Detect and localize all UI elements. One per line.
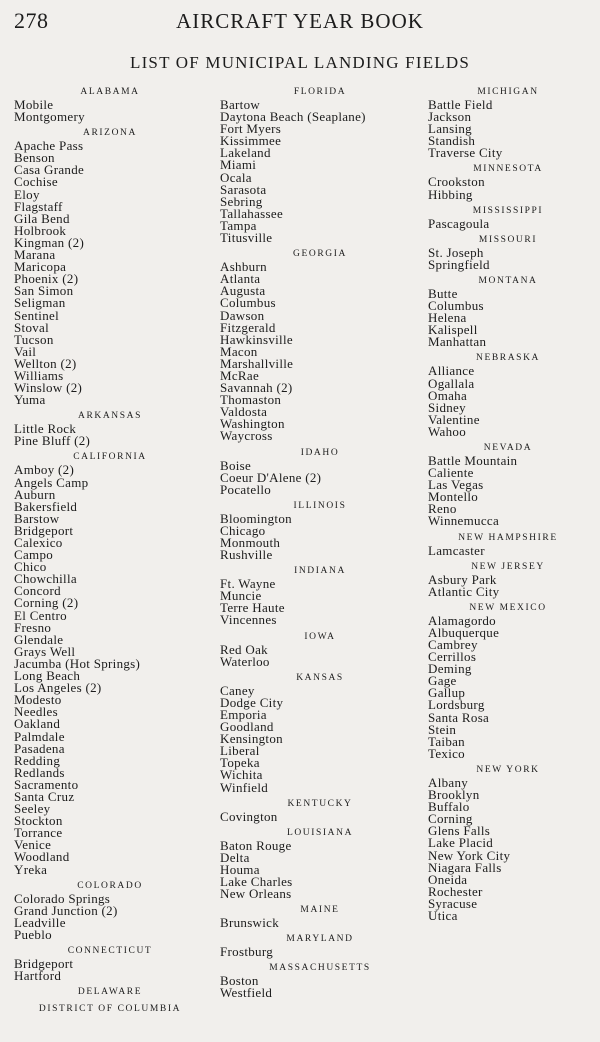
- city-entry: Seligman: [14, 295, 66, 311]
- city-entry: Chicago: [220, 522, 266, 538]
- city-entry: Winslow (2): [14, 380, 83, 396]
- state-heading: CONNECTICUT: [67, 946, 153, 956]
- city-entry: Long Beach: [14, 668, 81, 684]
- city-entry: Gila Bend: [14, 210, 70, 226]
- state-heading: ILLINOIS: [293, 500, 347, 511]
- city-entry: Seeley: [14, 801, 51, 817]
- city-entry: Torrance: [14, 825, 63, 841]
- city-entry: Traverse City: [428, 145, 503, 161]
- city-entry: Woodland: [14, 849, 70, 865]
- city-entry: Standish: [428, 133, 476, 149]
- city-entry: Lordsburg: [428, 697, 485, 713]
- state-heading: DISTRICT OF COLUMBIA: [38, 1004, 182, 1015]
- state-heading: LOUISIANA: [286, 827, 354, 838]
- city-entry: Vail: [14, 343, 37, 359]
- column-1: [14, 86, 206, 1016]
- city-entry: Amboy (2): [14, 462, 75, 478]
- city-entry: Fresno: [14, 619, 52, 635]
- state-heading: NEW YORK: [476, 764, 540, 775]
- city-entry: Cerrillos: [428, 649, 477, 665]
- city-entry: Kingman (2): [14, 234, 85, 250]
- city-entry: Holbrook: [14, 222, 67, 238]
- city-entry: Crookston: [428, 174, 485, 190]
- city-entry: Battle Mountain: [428, 452, 518, 468]
- city-entry: Tucson: [14, 331, 54, 347]
- state-heading: MASSACHUSETTS: [269, 963, 371, 974]
- city-entry: Stoval: [14, 319, 50, 335]
- city-entry: Terre Haute: [220, 600, 285, 616]
- city-entry: Topeka: [220, 755, 260, 771]
- city-entry: Winnemucca: [428, 513, 500, 529]
- column-2: [220, 86, 420, 1000]
- city-entry: New Orleans: [220, 886, 292, 902]
- city-entry: Muncie: [220, 588, 262, 604]
- city-entry: Corning (2): [14, 595, 79, 611]
- city-entry: Covington: [220, 808, 278, 824]
- city-entry: Lansing: [428, 121, 472, 137]
- city-entry: Vincennes: [220, 612, 277, 628]
- city-entry: Kissimmee: [220, 133, 282, 149]
- state-heading: FLORIDA: [293, 87, 347, 97]
- city-entry: Ocala: [220, 169, 252, 185]
- city-entry: Sacramento: [14, 776, 79, 792]
- city-entry: Maricopa: [14, 259, 67, 275]
- city-entry: Bridgeport: [14, 522, 74, 538]
- city-entry: Casa Grande: [14, 162, 85, 178]
- city-entry: Yuma: [14, 392, 46, 408]
- state-heading: COLORADO: [77, 880, 143, 891]
- city-entry: Frostburg: [220, 944, 274, 960]
- city-entry: Taiban: [428, 733, 465, 749]
- city-entry: Campo: [14, 547, 54, 563]
- city-entry: Omaha: [428, 387, 468, 403]
- city-entry: Augusta: [220, 283, 266, 299]
- city-entry: McRae: [220, 367, 260, 383]
- state-heading: INDIANA: [294, 566, 346, 577]
- city-entry: Marshallville: [220, 355, 294, 371]
- city-entry: Monmouth: [220, 535, 281, 550]
- city-entry: Rochester: [428, 883, 483, 899]
- city-entry: Winfield: [220, 779, 269, 795]
- city-entry: Coeur D'Alene (2): [220, 469, 322, 485]
- city-entry: Titusville: [220, 230, 273, 246]
- city-entry: Utica: [428, 907, 458, 923]
- city-entry: Pascagoula: [428, 215, 490, 231]
- city-entry: Lakeland: [220, 145, 271, 161]
- city-entry: Sentinel: [14, 307, 60, 323]
- city-entry: Calexico: [14, 535, 63, 550]
- city-entry: Texico: [428, 745, 465, 761]
- state-heading: IOWA: [304, 631, 336, 642]
- city-entry: Modesto: [14, 692, 62, 708]
- city-entry: Red Oak: [220, 641, 268, 657]
- city-entry: Pocatello: [220, 481, 272, 497]
- city-entry: Pueblo: [14, 926, 52, 942]
- city-entry: Pasadena: [14, 740, 65, 756]
- city-entry: Los Angeles (2): [14, 680, 102, 696]
- city-entry: Stockton: [14, 813, 63, 829]
- city-entry: New York City: [428, 847, 511, 863]
- city-entry: Lake Charles: [220, 873, 293, 889]
- city-entry: Auburn: [14, 486, 56, 502]
- city-entry: Grays Well: [14, 643, 76, 659]
- city-entry: Jacumba (Hot Springs): [14, 655, 141, 671]
- city-entry: Deming: [428, 661, 472, 677]
- city-entry: Little Rock: [14, 421, 77, 437]
- city-entry: Albany: [428, 774, 469, 790]
- city-entry: Sidney: [428, 399, 466, 415]
- city-entry: Delta: [220, 849, 250, 865]
- state-heading: NEBRASKA: [475, 353, 540, 364]
- city-entry: Phoenix (2): [14, 271, 79, 287]
- city-entry: Emporia: [220, 706, 267, 722]
- city-entry: Savannah (2): [220, 380, 293, 396]
- city-entry: Wichita: [220, 767, 263, 783]
- city-entry: Barstow: [14, 510, 60, 526]
- city-entry: Helena: [428, 310, 467, 326]
- city-entry: Hartford: [14, 968, 62, 984]
- city-entry: San Simon: [14, 283, 74, 299]
- city-entry: El Centro: [14, 607, 67, 623]
- city-entry: Boise: [220, 457, 252, 473]
- state-heading: IDAHO: [300, 447, 340, 458]
- city-entry: Valdosta: [220, 404, 268, 420]
- city-entry: Ogallala: [428, 375, 475, 391]
- city-entry: Marana: [14, 247, 56, 263]
- city-entry: Gallup: [428, 685, 466, 701]
- city-entry: Redding: [14, 752, 61, 768]
- state-heading: MISSISSIPPI: [472, 205, 544, 216]
- city-entry: Mobile: [14, 97, 54, 112]
- city-entry: Needles: [14, 704, 58, 720]
- city-entry: Montello: [428, 489, 479, 505]
- state-heading: DELAWARE: [77, 987, 143, 998]
- city-entry: Santa Rosa: [428, 709, 490, 725]
- city-entry: Brunswick: [220, 915, 280, 931]
- city-entry: Grand Junction (2): [14, 902, 118, 918]
- book-title: AIRCRAFT YEAR BOOK: [176, 9, 424, 33]
- city-entry: Goodland: [220, 719, 274, 735]
- city-entry: Houma: [220, 861, 260, 877]
- state-heading: MAINE: [300, 905, 340, 916]
- city-entry: Waycross: [220, 428, 273, 444]
- city-entry: Sebring: [220, 193, 263, 209]
- city-entry: Tampa: [220, 217, 257, 233]
- city-entry: Glens Falls: [428, 823, 491, 839]
- city-entry: Chico: [14, 559, 47, 575]
- state-heading: MICHIGAN: [477, 87, 539, 97]
- state-heading: NEW MEXICO: [469, 602, 547, 613]
- city-entry: Venice: [14, 837, 52, 853]
- city-entry: Stein: [428, 721, 457, 737]
- city-entry: Las Vegas: [428, 477, 484, 493]
- state-heading: NEW HAMPSHIRE: [458, 532, 558, 543]
- city-entry: Boston: [220, 973, 259, 989]
- list-title: LIST OF MUNICIPAL LANDING FIELDS: [129, 53, 470, 72]
- city-entry: Bakersfield: [14, 498, 78, 514]
- city-entry: Rushville: [220, 547, 273, 563]
- state-heading: CALIFORNIA: [73, 452, 147, 463]
- city-entry: Bloomington: [220, 510, 292, 526]
- city-entry: Concord: [14, 583, 61, 599]
- city-entry: Daytona Beach (Seaplane): [220, 109, 366, 125]
- city-entry: Fort Myers: [220, 121, 282, 137]
- city-entry: Caliente: [428, 465, 474, 481]
- state-heading: MISSOURI: [478, 234, 538, 245]
- city-entry: Battle Field: [428, 97, 493, 112]
- city-entry: Palmdale: [14, 728, 65, 744]
- city-entry: Williams: [14, 367, 64, 383]
- city-entry: Atlantic City: [428, 583, 500, 599]
- city-entry: Alliance: [428, 363, 475, 379]
- city-entry: Atlanta: [220, 271, 261, 287]
- city-entry: Chowchilla: [14, 571, 77, 587]
- city-entry: Redlands: [14, 764, 65, 780]
- city-entry: Liberal: [220, 743, 260, 759]
- city-entry: Caney: [220, 682, 255, 698]
- state-heading: KANSAS: [296, 672, 344, 683]
- state-heading: ALABAMA: [80, 87, 140, 97]
- city-entry: Cambrey: [428, 637, 478, 652]
- city-entry: Dawson: [220, 307, 265, 323]
- city-entry: Manhattan: [428, 334, 487, 350]
- state-heading: MONTANA: [478, 275, 538, 286]
- city-entry: Brooklyn: [428, 787, 480, 803]
- city-entry: St. Joseph: [428, 244, 484, 260]
- city-entry: Jackson: [428, 109, 472, 125]
- city-entry: Benson: [14, 150, 55, 166]
- city-entry: Fitzgerald: [220, 319, 276, 335]
- city-entry: Macon: [220, 343, 258, 359]
- city-entry: Niagara Falls: [428, 859, 502, 875]
- city-entry: Columbus: [220, 295, 276, 311]
- state-heading: MINNESOTA: [473, 164, 543, 175]
- city-entry: Miami: [220, 157, 257, 173]
- city-entry: Apache Pass: [14, 138, 84, 154]
- state-heading: NEVADA: [483, 442, 533, 453]
- state-heading: ARKANSAS: [77, 411, 142, 422]
- city-entry: Ft. Wayne: [220, 576, 276, 592]
- column-3: [428, 86, 588, 922]
- city-entry: Hibbing: [428, 186, 473, 202]
- city-entry: Cochise: [14, 174, 58, 190]
- city-entry: Dodge City: [220, 694, 284, 710]
- city-entry: Flagstaff: [14, 198, 63, 214]
- city-entry: Gage: [428, 673, 457, 689]
- city-entry: Pine Bluff (2): [14, 433, 91, 449]
- city-entry: Westfield: [220, 985, 273, 1001]
- city-entry: Baton Rouge: [220, 837, 292, 853]
- city-entry: Reno: [428, 501, 457, 517]
- city-entry: Lamcaster: [428, 542, 485, 558]
- city-entry: Buffalo: [428, 799, 470, 815]
- city-entry: Lake Placid: [428, 835, 494, 851]
- page-number: 278: [14, 8, 49, 33]
- city-entry: Thomaston: [220, 392, 282, 408]
- city-entry: Oneida: [428, 871, 468, 887]
- state-heading: ARIZONA: [83, 128, 137, 139]
- state-heading: NEW JERSEY: [471, 561, 545, 572]
- city-entry: Albuquerque: [428, 624, 500, 640]
- city-entry: Bartow: [220, 97, 261, 112]
- city-entry: Bridgeport: [14, 956, 74, 971]
- city-entry: Montgomery: [14, 109, 85, 125]
- city-entry: Angels Camp: [14, 474, 89, 490]
- city-entry: Eloy: [14, 186, 40, 202]
- state-heading: GEORGIA: [293, 249, 347, 260]
- city-entry: Sarasota: [220, 181, 267, 197]
- city-entry: Oakland: [14, 716, 61, 732]
- city-entry: Colorado Springs: [14, 890, 111, 906]
- city-entry: Ashburn: [220, 259, 267, 275]
- city-entry: Syracuse: [428, 895, 478, 911]
- city-entry: Corning: [428, 811, 473, 827]
- city-entry: Springfield: [428, 256, 490, 272]
- city-entry: Glendale: [14, 631, 64, 647]
- city-entry: Wellton (2): [14, 355, 77, 371]
- city-entry: Wahoo: [428, 423, 466, 439]
- city-entry: Waterloo: [220, 653, 270, 669]
- city-entry: Hawkinsville: [220, 331, 293, 347]
- city-entry: Leadville: [14, 914, 66, 930]
- city-entry: Asbury Park: [428, 571, 497, 587]
- city-entry: Alamagordo: [428, 612, 496, 628]
- city-entry: Kalispell: [428, 322, 478, 338]
- city-entry: Kensington: [220, 731, 283, 747]
- city-entry: Yreka: [14, 861, 48, 877]
- city-entry: Tallahassee: [220, 205, 284, 221]
- city-entry: Santa Cruz: [14, 788, 75, 804]
- city-entry: Valentine: [428, 411, 480, 427]
- city-entry: Butte: [428, 285, 458, 301]
- city-entry: Washington: [220, 416, 285, 432]
- state-heading: MARYLAND: [286, 934, 354, 945]
- state-heading: KENTUCKY: [287, 798, 353, 809]
- city-entry: Columbus: [428, 298, 484, 314]
